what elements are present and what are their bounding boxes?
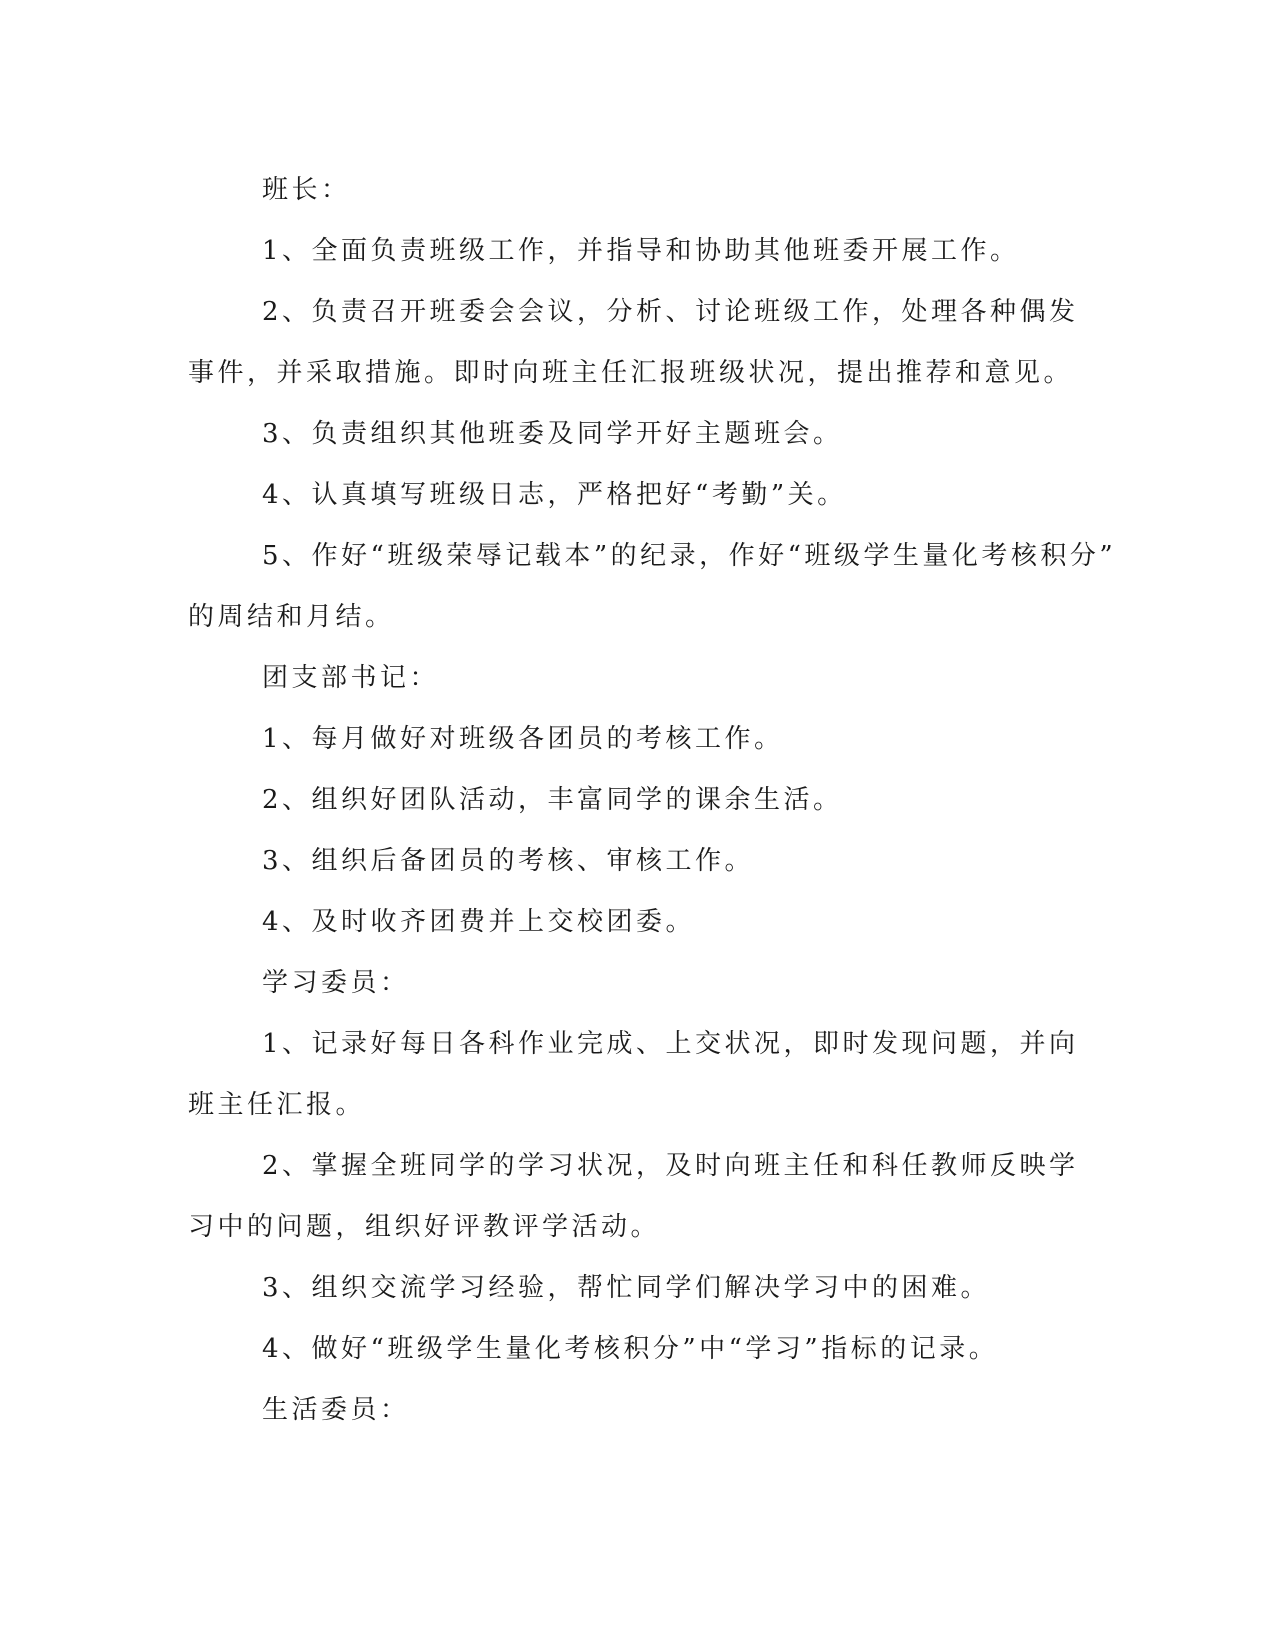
section-heading-monitor: 班长： — [262, 175, 351, 205]
paragraph-line: 3、组织交流学习经验，帮忙同学们解决学习中的困难。 — [262, 1273, 991, 1303]
paragraph-line: 1、记录好每日各科作业完成、上交状况，即时发现问题，并向 — [262, 1029, 1079, 1059]
paragraph-line: 1、全面负责班级工作，并指导和协助其他班委开展工作。 — [262, 236, 1020, 266]
paragraph-line-continued: 班主任汇报。 — [188, 1090, 366, 1120]
paragraph-line: 3、负责组织其他班委及同学开好主题班会。 — [262, 419, 843, 449]
paragraph-line: 2、负责召开班委会会议，分析、讨论班级工作，处理各种偶发 — [262, 297, 1079, 327]
paragraph-line: 5、作好“班级荣辱记载本”的纪录，作好“班级学生量化考核积分” — [262, 541, 1117, 571]
paragraph-line: 3、组织后备团员的考核、审核工作。 — [262, 846, 755, 876]
paragraph-line: 2、组织好团队活动，丰富同学的课余生活。 — [262, 785, 843, 815]
section-heading-life-committee: 生活委员： — [262, 1395, 410, 1425]
paragraph-line-continued: 习中的问题，组织好评教评学活动。 — [188, 1212, 661, 1242]
paragraph-line: 1、每月做好对班级各团员的考核工作。 — [262, 724, 784, 754]
section-heading-league-secretary: 团支部书记： — [262, 663, 440, 693]
document-body — [188, 160, 1117, 1441]
paragraph-line: 4、做好“班级学生量化考核积分”中“学习”指标的记录。 — [262, 1334, 999, 1364]
paragraph-line-continued: 事件，并采取措施。即时向班主任汇报班级状况，提出推荐和意见。 — [188, 358, 1074, 388]
section-heading-study-committee: 学习委员： — [262, 968, 410, 998]
paragraph-line: 2、掌握全班同学的学习状况，及时向班主任和科任教师反映学 — [262, 1151, 1079, 1181]
paragraph-line: 4、认真填写班级日志，严格把好“考勤”关。 — [262, 480, 847, 510]
paragraph-line-continued: 的周结和月结。 — [188, 602, 395, 632]
paragraph-line: 4、及时收齐团费并上交校团委。 — [262, 907, 696, 937]
